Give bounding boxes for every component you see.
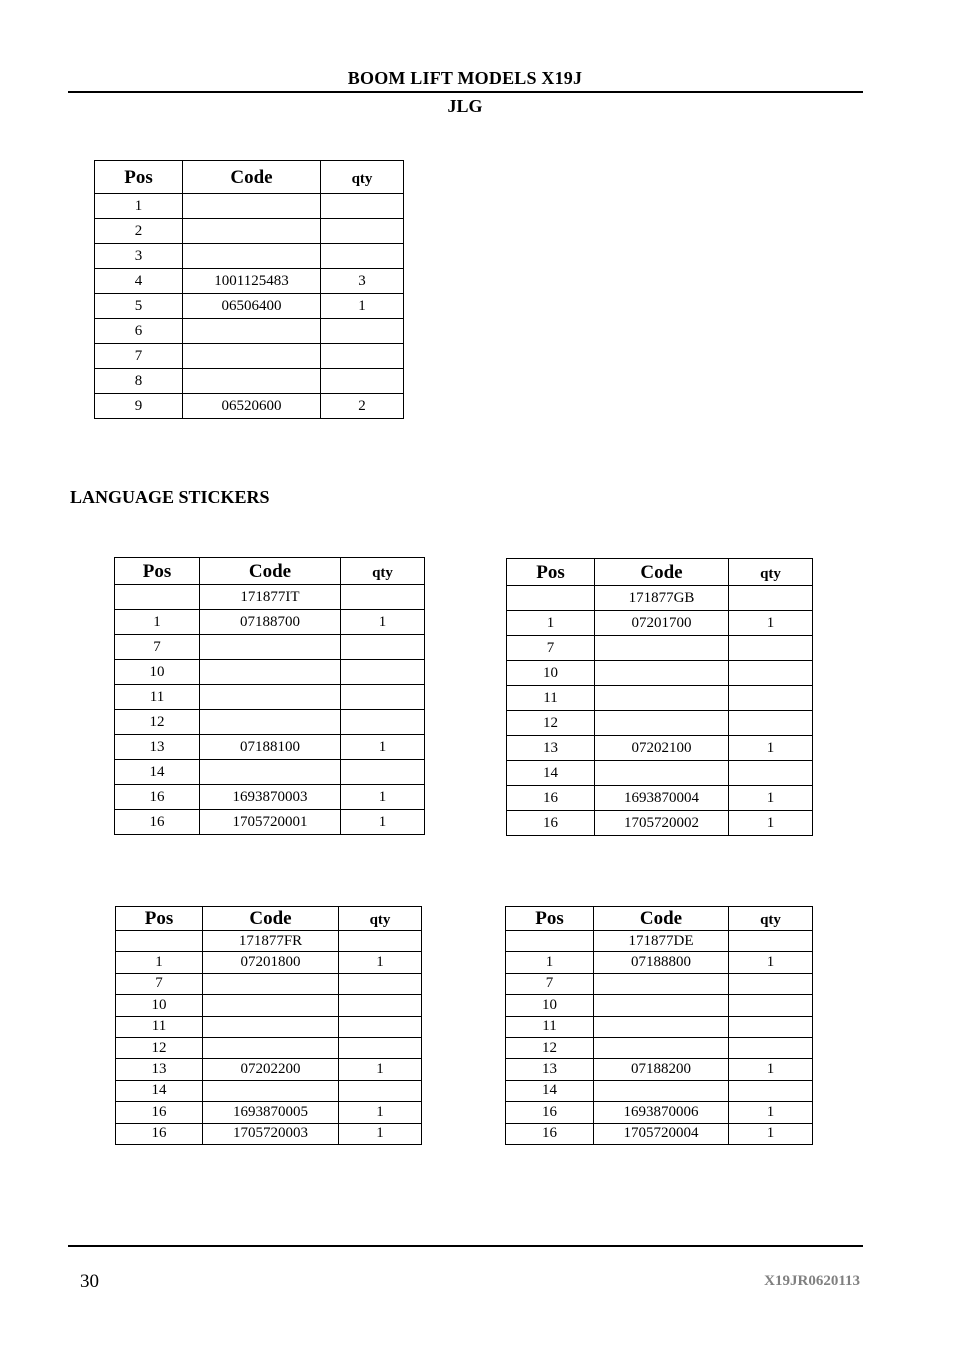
table-row <box>95 369 404 394</box>
qty-cell <box>321 194 404 219</box>
table-row <box>506 952 813 973</box>
table-row <box>116 1123 422 1144</box>
table-row <box>95 244 404 269</box>
code-cell: 171877GB <box>595 586 729 611</box>
section-heading-language-stickers: LANGUAGE STICKERS <box>70 487 270 507</box>
table-row <box>507 611 813 636</box>
table-row <box>115 685 425 710</box>
pos-cell: 16 <box>115 785 200 810</box>
qty-cell <box>321 219 404 244</box>
pos-cell: 11 <box>115 685 200 710</box>
pos-cell: 7 <box>95 344 183 369</box>
pos-cell: 7 <box>115 635 200 660</box>
qty-cell <box>341 635 425 660</box>
qty-cell <box>321 319 404 344</box>
table-header-row <box>507 559 813 586</box>
code-cell <box>203 973 339 994</box>
table-row <box>115 735 425 760</box>
code-cell <box>183 194 321 219</box>
pos-cell <box>115 585 200 610</box>
pos-cell: 11 <box>506 1016 594 1037</box>
pos-cell: 16 <box>506 1123 594 1144</box>
qty-cell: 1 <box>339 1123 422 1144</box>
qty-cell: 1 <box>729 1059 813 1080</box>
qty-cell <box>729 586 813 611</box>
pos-cell: 14 <box>507 761 595 786</box>
code-column-header: Code <box>203 907 339 931</box>
qty-cell <box>729 686 813 711</box>
pos-cell: 12 <box>115 710 200 735</box>
code-cell: 07188100 <box>200 735 341 760</box>
qty-cell <box>729 995 813 1016</box>
pos-cell: 1 <box>507 611 595 636</box>
code-column-header: Code <box>594 907 729 931</box>
pos-cell: 16 <box>115 810 200 835</box>
code-cell <box>203 1016 339 1037</box>
qty-cell <box>341 760 425 785</box>
code-cell: 06520600 <box>183 394 321 419</box>
qty-cell: 1 <box>339 1059 422 1080</box>
qty-cell: 1 <box>729 1102 813 1123</box>
pos-cell: 7 <box>506 973 594 994</box>
pos-cell: 14 <box>506 1080 594 1101</box>
code-cell: 171877DE <box>594 931 729 952</box>
qty-cell <box>339 1037 422 1058</box>
code-cell: 1693870005 <box>203 1102 339 1123</box>
code-cell <box>200 660 341 685</box>
table-row <box>507 761 813 786</box>
code-cell <box>203 1080 339 1101</box>
table-row <box>116 1037 422 1058</box>
table-row <box>116 1059 422 1080</box>
table-row <box>95 269 404 294</box>
qty-cell <box>339 1080 422 1101</box>
code-column-header: Code <box>200 558 341 585</box>
code-cell: 1705720002 <box>595 811 729 836</box>
code-column-header: Code <box>183 161 321 194</box>
code-cell <box>595 661 729 686</box>
pos-cell: 1 <box>116 952 203 973</box>
code-cell: 1705720003 <box>203 1123 339 1144</box>
qty-cell <box>321 344 404 369</box>
pos-cell: 7 <box>116 973 203 994</box>
table-row <box>115 635 425 660</box>
language-sticker-table-de <box>505 906 813 1145</box>
code-cell <box>594 973 729 994</box>
pos-cell: 8 <box>95 369 183 394</box>
qty-cell: 1 <box>341 785 425 810</box>
code-cell: 07188200 <box>594 1059 729 1080</box>
qty-column-header: qty <box>341 558 425 585</box>
pos-column-header: Pos <box>506 907 594 931</box>
code-cell <box>595 761 729 786</box>
qty-cell <box>321 244 404 269</box>
pos-cell: 10 <box>507 661 595 686</box>
pos-cell: 13 <box>116 1059 203 1080</box>
qty-cell: 1 <box>341 610 425 635</box>
pos-cell <box>507 586 595 611</box>
code-cell: 171877FR <box>203 931 339 952</box>
code-cell <box>183 244 321 269</box>
table-row <box>506 931 813 952</box>
code-cell <box>183 369 321 394</box>
qty-cell: 1 <box>729 736 813 761</box>
table-row <box>507 711 813 736</box>
pos-cell: 13 <box>115 735 200 760</box>
code-cell: 07201800 <box>203 952 339 973</box>
language-sticker-table-fr <box>115 906 422 1145</box>
qty-cell: 1 <box>729 611 813 636</box>
code-cell: 07202100 <box>595 736 729 761</box>
qty-column-header: qty <box>339 907 422 931</box>
qty-cell <box>729 636 813 661</box>
table-row <box>507 586 813 611</box>
footer-divider <box>68 1245 863 1247</box>
pos-cell: 10 <box>115 660 200 685</box>
table-row <box>506 1037 813 1058</box>
qty-cell: 1 <box>339 1102 422 1123</box>
table-row <box>95 219 404 244</box>
pos-cell: 13 <box>507 736 595 761</box>
qty-cell <box>339 995 422 1016</box>
parts-table-main <box>94 160 404 419</box>
table-row <box>116 995 422 1016</box>
table-header-row <box>506 907 813 931</box>
qty-cell <box>339 973 422 994</box>
document-title: BOOM LIFT MODELS X19J <box>347 68 583 88</box>
code-cell: 07202200 <box>203 1059 339 1080</box>
pos-cell: 6 <box>95 319 183 344</box>
pos-cell: 10 <box>116 995 203 1016</box>
pos-cell <box>116 931 203 952</box>
qty-cell <box>341 660 425 685</box>
qty-cell <box>729 1037 813 1058</box>
qty-cell <box>339 1016 422 1037</box>
pos-cell: 2 <box>95 219 183 244</box>
table-row <box>115 585 425 610</box>
code-cell: 07188700 <box>200 610 341 635</box>
code-cell <box>200 685 341 710</box>
code-cell <box>595 711 729 736</box>
pos-cell: 11 <box>116 1016 203 1037</box>
pos-column-header: Pos <box>115 558 200 585</box>
pos-cell: 12 <box>116 1037 203 1058</box>
table-row <box>115 610 425 635</box>
code-cell <box>594 1080 729 1101</box>
qty-cell: 1 <box>729 1123 813 1144</box>
pos-cell: 3 <box>95 244 183 269</box>
document-code: X19JR0620113 <box>764 1273 860 1289</box>
qty-cell <box>729 1080 813 1101</box>
code-cell <box>203 1037 339 1058</box>
pos-cell: 11 <box>507 686 595 711</box>
qty-cell: 1 <box>341 810 425 835</box>
pos-cell: 1 <box>95 194 183 219</box>
table-row <box>95 344 404 369</box>
code-cell <box>595 636 729 661</box>
code-cell <box>200 635 341 660</box>
language-sticker-table-gb <box>506 558 813 836</box>
table-row <box>95 394 404 419</box>
qty-cell: 2 <box>321 394 404 419</box>
pos-cell: 16 <box>506 1102 594 1123</box>
pos-cell: 12 <box>507 711 595 736</box>
qty-cell: 1 <box>341 735 425 760</box>
table-row <box>506 973 813 994</box>
language-sticker-table-it <box>114 557 425 835</box>
code-column-header: Code <box>595 559 729 586</box>
table-row <box>116 973 422 994</box>
table-header-row <box>116 907 422 931</box>
qty-cell: 3 <box>321 269 404 294</box>
code-cell <box>594 1016 729 1037</box>
code-cell <box>183 344 321 369</box>
table-row <box>95 319 404 344</box>
code-cell <box>594 995 729 1016</box>
code-cell <box>595 686 729 711</box>
qty-column-header: qty <box>321 161 404 194</box>
pos-cell: 7 <box>507 636 595 661</box>
pos-cell: 10 <box>506 995 594 1016</box>
table-row <box>95 194 404 219</box>
qty-cell: 1 <box>321 294 404 319</box>
code-cell: 07188800 <box>594 952 729 973</box>
qty-cell: 1 <box>729 952 813 973</box>
code-cell <box>200 710 341 735</box>
table-row <box>506 1059 813 1080</box>
table-row <box>115 785 425 810</box>
qty-cell <box>729 661 813 686</box>
document-subtitle: JLG <box>447 96 483 116</box>
pos-column-header: Pos <box>95 161 183 194</box>
table-row <box>507 686 813 711</box>
pos-cell: 1 <box>115 610 200 635</box>
pos-cell: 16 <box>507 811 595 836</box>
code-cell: 1693870003 <box>200 785 341 810</box>
pos-column-header: Pos <box>116 907 203 931</box>
qty-cell: 1 <box>339 952 422 973</box>
pos-cell: 4 <box>95 269 183 294</box>
code-cell: 07201700 <box>595 611 729 636</box>
code-cell <box>203 995 339 1016</box>
table-row <box>115 710 425 735</box>
pos-cell: 1 <box>506 952 594 973</box>
qty-cell: 1 <box>729 811 813 836</box>
table-header-row <box>95 161 404 194</box>
qty-cell <box>339 931 422 952</box>
qty-cell <box>729 711 813 736</box>
table-row <box>116 1102 422 1123</box>
table-row <box>115 810 425 835</box>
code-cell: 1693870004 <box>595 786 729 811</box>
table-row <box>507 786 813 811</box>
qty-cell <box>341 685 425 710</box>
qty-cell <box>341 710 425 735</box>
code-cell: 171877IT <box>200 585 341 610</box>
pos-cell: 16 <box>507 786 595 811</box>
pos-cell: 16 <box>116 1102 203 1123</box>
table-row <box>507 661 813 686</box>
table-row <box>506 1102 813 1123</box>
pos-cell: 5 <box>95 294 183 319</box>
qty-cell <box>729 761 813 786</box>
pos-cell: 14 <box>115 760 200 785</box>
code-cell: 1693870006 <box>594 1102 729 1123</box>
table-row <box>116 1016 422 1037</box>
header-divider <box>68 91 863 93</box>
table-row <box>507 636 813 661</box>
qty-cell <box>729 931 813 952</box>
pos-cell <box>506 931 594 952</box>
table-row <box>115 760 425 785</box>
pos-cell: 13 <box>506 1059 594 1080</box>
table-row <box>95 294 404 319</box>
table-row <box>116 931 422 952</box>
pos-cell: 12 <box>506 1037 594 1058</box>
table-row <box>116 952 422 973</box>
code-cell: 06506400 <box>183 294 321 319</box>
pos-cell: 16 <box>116 1123 203 1144</box>
table-row <box>116 1080 422 1101</box>
qty-cell <box>321 369 404 394</box>
code-cell <box>183 319 321 344</box>
table-row <box>506 1080 813 1101</box>
qty-column-header: qty <box>729 907 813 931</box>
code-cell <box>594 1037 729 1058</box>
code-cell <box>200 760 341 785</box>
qty-cell: 1 <box>729 786 813 811</box>
page-number: 30 <box>80 1271 99 1292</box>
pos-cell: 9 <box>95 394 183 419</box>
table-row <box>115 660 425 685</box>
table-row <box>506 995 813 1016</box>
table-row <box>507 736 813 761</box>
table-row <box>506 1123 813 1144</box>
pos-cell: 14 <box>116 1080 203 1101</box>
table-header-row <box>115 558 425 585</box>
qty-column-header: qty <box>729 559 813 586</box>
code-cell: 1705720001 <box>200 810 341 835</box>
pos-column-header: Pos <box>507 559 595 586</box>
code-cell: 1705720004 <box>594 1123 729 1144</box>
qty-cell <box>341 585 425 610</box>
code-cell: 1001125483 <box>183 269 321 294</box>
table-row <box>506 1016 813 1037</box>
table-row <box>507 811 813 836</box>
qty-cell <box>729 973 813 994</box>
code-cell <box>183 219 321 244</box>
qty-cell <box>729 1016 813 1037</box>
